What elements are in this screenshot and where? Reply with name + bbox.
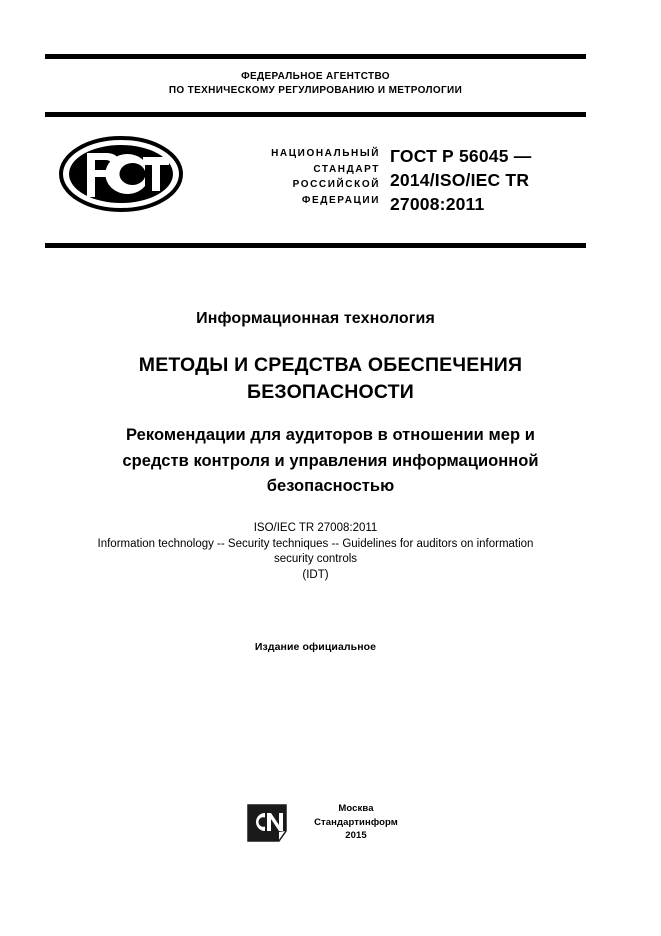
agency-line-2: ПО ТЕХНИЧЕСКОМУ РЕГУЛИРОВАНИЮ И МЕТРОЛОГИИ bbox=[168, 84, 463, 96]
agency-line-1: ФЕДЕРАЛЬНОЕ АГЕНТСТВО bbox=[241, 71, 390, 82]
imprint-city: Москва bbox=[338, 803, 374, 814]
header-rule-second bbox=[45, 112, 586, 117]
national-standard-heading bbox=[195, 146, 380, 208]
iso-reference-number: ISO/IEC TR 27008:2011 bbox=[253, 522, 378, 534]
pct-certification-logo-icon bbox=[59, 136, 183, 212]
national-standard-line-3: РОССИЙСКОЙ bbox=[292, 179, 380, 190]
imprint-publisher: Стандартинформ bbox=[314, 816, 398, 828]
national-standard-line-1: НАЦИОНАЛЬНЫЙ bbox=[271, 148, 380, 159]
designation-line-1: ГОСТ Р 56045 — bbox=[390, 146, 532, 166]
main-title-line-1: МЕТОДЫ И СРЕДСТВА ОБЕСПЕЧЕНИЯ bbox=[138, 354, 523, 376]
subtitle bbox=[50, 423, 611, 500]
field-title: Информационная технология bbox=[196, 310, 435, 327]
header-rule-top bbox=[45, 54, 586, 59]
iso-reference-title-line-1: Information technology -- Security techniques -- Guidelines for auditors on information bbox=[97, 537, 534, 550]
standard-designation bbox=[390, 144, 590, 216]
official-edition-notice: Издание официальное bbox=[254, 641, 377, 653]
main-title-line-2: БЕЗОПАСНОСТИ bbox=[246, 381, 415, 403]
header-rule-bottom bbox=[45, 243, 586, 248]
imprint-year: 2015 bbox=[345, 830, 367, 841]
iso-source-reference bbox=[45, 521, 586, 583]
national-standard-line-4: ФЕДЕРАЦИИ bbox=[301, 194, 380, 206]
main-title bbox=[75, 352, 586, 406]
designation-line-3: 27008:2011 bbox=[390, 194, 485, 214]
designation-line-2: 2014/ISO/IEC TR bbox=[390, 170, 530, 190]
standard-identity-band bbox=[45, 126, 586, 238]
iso-reference-title-line-2: security controls bbox=[273, 553, 358, 565]
subtitle-line-1: Рекомендации для аудиторов в отношении мер и bbox=[126, 426, 535, 444]
national-standard-line-2: СТАНДАРТ bbox=[313, 163, 380, 175]
iso-equivalence-degree: (IDT) bbox=[302, 568, 329, 581]
federal-agency-header bbox=[45, 70, 586, 97]
imprint-text bbox=[296, 802, 416, 843]
subtitle-line-3: безопасностью bbox=[266, 477, 395, 495]
subtitle-line-2: средств контроля и управления информационной bbox=[122, 451, 539, 470]
standartinform-logo-icon bbox=[245, 801, 289, 845]
publisher-imprint-block bbox=[0, 798, 661, 854]
